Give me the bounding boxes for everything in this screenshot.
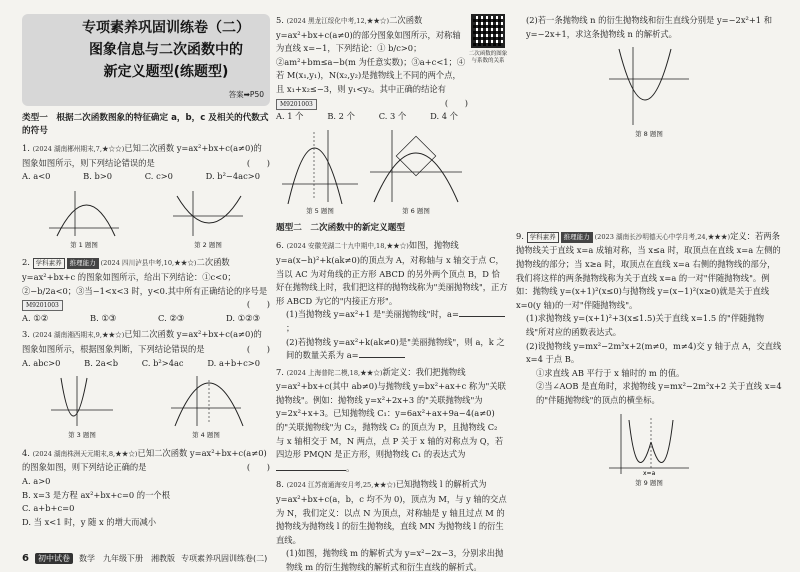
section-1-title: 类型一 根据二次函数图象的特征确定 a，b，c 及相关的代数式的符号 — [22, 113, 269, 136]
figure-5: 第 5 题图 — [280, 128, 360, 219]
question-6: 6. (2024 安徽芜湖二十九中期中,18,★★☆)如图，抛物线 y=a(x−h)²+k(ak≠0)的顶点为 A，对称轴与 x 轴交于点 C，当以 AC 为对角线的正方形 ABCD 的另外两个顶点 B，D 恰好在抛物线上时，我们把这样的抛物线称为"美丽抛物线"，正方形 ABCD 为它的"内接正方形"。 (1)当抛物线 y=ax²+1 是"美丽抛物线"时，a=； (2)若抛物线 y=ax²+k(ak≠0)是"美丽抛物线"，则 a，k 之间的数量关系为 a= — [276, 240, 508, 361]
question-5: 二次函数的图象与系数的关系 5. (2024 黑龙江绥化中考,12,★★☆)二次函数 y=ax²+bx+c(a≠0)的部分图象如图所示，对称轴为直线 x=−1，下列结论：① b/c>0；②am²+bm≤a−b(m 为任意实数)；③a+c<1；④若 M(x₁,y₁)，N(x₂,y₂)是抛物线上不同的两个点，且 x₁+x₂≤−3，则 y₁<y₂。其中正确的结论有 M9201003 ( ) A. 1 个 B. 2 个 C. 3 个 D. 4 个 第 5 题图 第 6 题图 — [276, 14, 508, 218]
question-3-options: A. abc>0 B. 2a<b C. b²>4ac D. a+b+c>0 — [22, 357, 260, 368]
figure-8: 第 8 题图 — [607, 45, 691, 142]
title-banner — [22, 14, 270, 106]
title-line-2: 图象信息与二次函数中的 — [89, 42, 243, 58]
figure-row-8 — [516, 45, 782, 142]
question-8: 8. (2024 江苏南通海安月考,25,★★☆)已知抛物线 l 的解析式为 y=ax²+bx+c(a，b，c 均不为 0)，顶点为 M，与 y 轴的交点为 N，我们定义：以点 N 为顶点，对称轴是 y 轴且过点 M 的抛物线为抛物线 l 的衍生抛物线，直线 MN 为抛物线 l 的衍生直线。 (1)如图，抛物线 m 的解析式为 y=x²−2x−3，分别求出抛物线 m 的衍生抛物线的解析式和衍生直线的解析式。 — [276, 479, 507, 572]
figure-9: x=a 第 9 题图 — [607, 412, 691, 491]
figure-2: 第 2 题图 — [169, 188, 247, 253]
figure-3: 第 3 题图 — [47, 374, 117, 443]
question-9: 9. 学科素养 推理能力 (2023 湖南长沙明德天心中学月考,24,★★★)定义：若两条抛物线关于直线 x=a 成轴对称，当 x≤a 时，取顶点在直线 x=a 左侧的抛物线的部分；当 x≥a 时，取顶点在直线 x=a 右侧的抛物线的部分，我们将这样的两条抛物线称为关于直线 x=a 的一对"伴随抛物线"。例如：抛物线 y=(x+1)²(x≤0)与抛物线 y=(x−1)²(x≥0)就是关于直线 x=0(y 轴)的一对"伴随抛物线"。 (1)求抛物线 y=(x+1)²+3(x≤1.5)关于直线 x=1.5 的"伴随抛物线"所对应的函数表达式。 (2)设抛物线 y=mx²−2m²x+2(m≠0，m≠4)交 y 轴于点 A，交直线 x=4 于点 B。 ①求直线 AB 平行于 x 轴时的 m 的值。 ②当∠AOB 是直角时，求抛物线 y=mx²−2m²x+2 关于直线 x=4 的"伴随抛物线"的顶点的横坐标。 x=a 第 9 题图 — [516, 230, 782, 490]
question-1-options: A. a<0 B. b>0 C. c>0 D. b²−4ac>0 — [22, 171, 260, 182]
section-2-title: 题型二 二次函数中的新定义题型 — [276, 223, 405, 234]
brand-badge: 初中试卷 — [35, 553, 73, 564]
footer-tail: 专项素养巩固训练卷(二) — [180, 554, 268, 563]
answer-reference: 答案➡P50 — [228, 90, 264, 100]
answer-blank[interactable] — [359, 349, 405, 358]
title-line-3: 新定义题型(练题型) — [103, 64, 229, 80]
column-left — [22, 14, 270, 532]
figure-4: 第 4 题图 — [167, 374, 245, 443]
column-middle — [276, 14, 508, 572]
question-5-options: A. 1 个 B. 2 个 C. 3 个 D. 4 个 — [276, 111, 458, 122]
figure-row-1-2 — [22, 188, 270, 253]
question-4: 4. (2024 湖南株洲天元期末,8,★★☆)已知二次函数 y=ax²+bx+c(a≠0)的图象如图，则下列结论正确的是 ( ) A. a>0 B. x=3 是方程 ax²+bx+c=0 的一个根 C. a+b+c=0 D. 当 x<1 时，y 随 x 的增大而减小 — [22, 447, 270, 527]
answer-blank[interactable] — [459, 308, 505, 317]
page-footer — [22, 553, 267, 564]
question-8-continued: (2)若一条抛物线 n 的衍生抛物线和衍生直线分别是 y=−2x²+1 和 y=−2x+1，求这条抛物线 n 的解析式。 第 8 题图 — [516, 14, 782, 142]
question-2: 2. 学科素养 推理能力 (2024 四川泸县中考,10,★★☆)二次函数 y=ax²+bx+c 的图象如图所示，给出下列结论：①c<0；②−b/2a<0；③当−1<x<3 时，y<0.其中所有正确结论的序号是 M9201003 ( ) A. ①② B. ①③ C. ②③ D. ①②③ — [22, 256, 270, 325]
title-line-1: 专项素养巩固训练卷（二） — [82, 20, 250, 36]
question-2-options: A. ①② B. ①③ C. ②③ D. ①②③ — [22, 312, 260, 323]
figure-row-5-6 — [276, 128, 468, 219]
figure-1: 第 1 题图 — [45, 188, 123, 253]
figure-6: 第 6 题图 — [368, 128, 464, 219]
footer-subject: 数学 九年级下册 湘教版 — [78, 554, 175, 563]
question-1: 1. (2024 湖南郴州期末,7,★☆☆)已知二次函数 y=ax²+bx+c(a≠0)的图象如图所示，则下列结论错误的是 ( ) A. a<0 B. b>0 C. c>0 D. b²−4ac>0 第 1 题图 第 2 题图 — [22, 142, 270, 252]
answer-blank[interactable] — [276, 462, 346, 471]
svg-text:x=a: x=a — [643, 469, 656, 476]
figure-row-9 — [516, 412, 782, 491]
question-3: 3. (2024 湖南湘西期末,9,★★☆)已知二次函数 y=ax²+bx+c(a≠0)的图象如图所示，根据图象判断，下列结论错误的是 ( ) A. abc>0 B. 2a<b C. b²>4ac D. a+b+c>0 第 3 题图 第 4 题图 — [22, 328, 270, 442]
question-7: 7. (2024 上海普陀二模,18,★★☆)新定义：我们把抛物线 y=ax²+bx+c(其中 ab≠0)与抛物线 y=bx²+ax+c 称为"关联抛物线"。例如：抛物线 y=x²+2x+3 的"关联抛物线"为 y=2x²+x+3。已知抛物线 C₁：y=6ax²+ax+9a−4(a≠0)的"关联抛物线"为 C₂，抛物线 C₂ 的顶点为 P，且抛物线 C₂ 与 x 轴相交于 M，N 两点，点 P 关于 x 轴的对称点为 Q，若四边形 PMQN 是正方形，则抛物线 C₁ 的表达式为。 — [276, 366, 506, 473]
qr-code[interactable]: 二次函数的图象与系数的关系 — [468, 14, 508, 65]
page-number: 6 — [22, 553, 29, 564]
column-right — [516, 14, 782, 494]
figure-row-3-4 — [22, 374, 270, 443]
